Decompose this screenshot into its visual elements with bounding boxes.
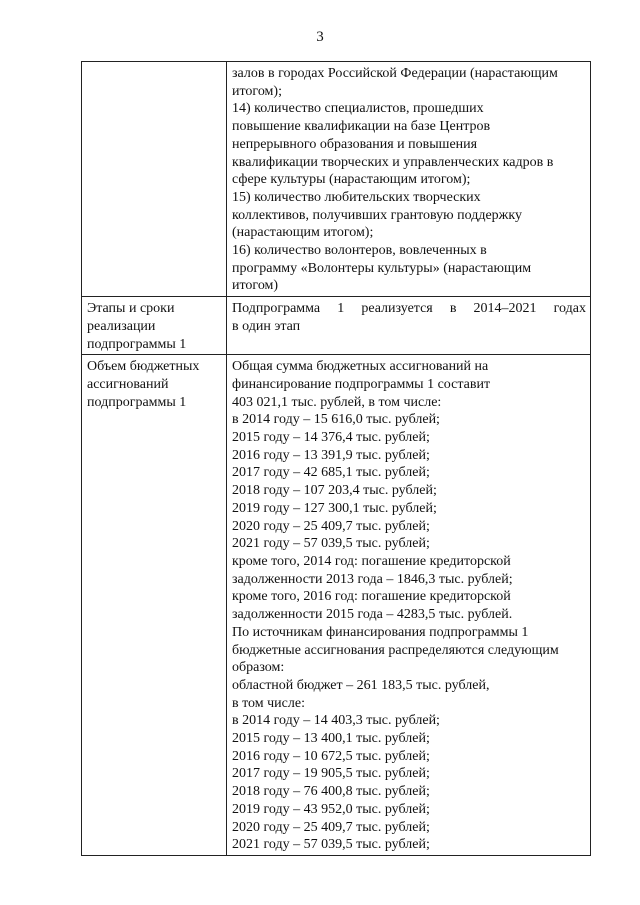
row-content-line: 2017 году – 42 685,1 тыс. рублей; xyxy=(232,465,430,481)
row-content-line: (нарастающим итогом); xyxy=(232,225,374,241)
row-label-line: реализации xyxy=(87,318,156,334)
row-content-line: 2018 году – 76 400,8 тыс. рублей; xyxy=(232,784,430,800)
row-content-line: кроме того, 2016 год: погашение кредиторской xyxy=(232,589,511,605)
row-content-line: бюджетные ассигнования распределяются следующим xyxy=(232,642,559,658)
row-content-line: 15) количество любительских творческих xyxy=(232,189,481,205)
table-row xyxy=(82,297,591,355)
row-content-line: повышение квалификации на базе Центров xyxy=(232,119,491,135)
row-content-line: кроме того, 2014 год: погашение кредиторской xyxy=(232,553,511,569)
row-content-line: 2019 году – 127 300,1 тыс. рублей; xyxy=(232,500,437,516)
table-row xyxy=(82,62,591,297)
row-content-line: Общая сумма бюджетных ассигнований на xyxy=(232,359,489,375)
row-content-cell xyxy=(227,355,591,856)
row-content-line: итогом) xyxy=(232,278,279,294)
row-content-line: 16) количество волонтеров, вовлеченных в xyxy=(232,243,487,259)
row-content-line: 2018 году – 107 203,4 тыс. рублей; xyxy=(232,483,437,499)
row-content-line: 14) количество специалистов, прошедших xyxy=(232,101,484,117)
table-row xyxy=(82,355,591,856)
row-content-line: 2020 году – 25 409,7 тыс. рублей; xyxy=(232,518,430,534)
row-content-line: в 2014 году – 15 616,0 тыс. рублей; xyxy=(232,412,440,428)
row-label-cell xyxy=(82,62,227,297)
passport-table xyxy=(81,61,591,856)
row-label-line: подпрограммы 1 xyxy=(87,394,187,410)
row-content-line: Подпрограмма 1 реализуется в 2014–2021 годах xyxy=(232,301,586,317)
row-content-cell xyxy=(227,62,591,297)
row-label-line: Объем бюджетных xyxy=(87,359,200,375)
row-content-line: 2021 году – 57 039,5 тыс. рублей; xyxy=(232,837,430,853)
row-label-line: Этапы и сроки xyxy=(87,301,175,317)
row-label-line: ассигнований xyxy=(87,376,169,392)
row-content-line: 403 021,1 тыс. рублей, в том числе: xyxy=(232,394,442,410)
row-content-line: 2015 году – 14 376,4 тыс. рублей; xyxy=(232,430,430,446)
row-content-line: финансирование подпрограммы 1 составит xyxy=(232,376,491,392)
row-content-line: непрерывного образования и повышения xyxy=(232,136,478,152)
row-label-cell xyxy=(82,355,227,856)
row-content-line: итогом); xyxy=(232,83,282,99)
row-content-line: залов в городах Российской Федерации (нарастающим xyxy=(232,66,558,81)
row-content-cell xyxy=(227,297,591,355)
row-content-line: квалификации творческих и управленческих кадров в xyxy=(232,154,554,170)
row-content-line: в 2014 году – 14 403,3 тыс. рублей; xyxy=(232,713,440,729)
row-content-line: областной бюджет – 261 183,5 тыс. рублей, xyxy=(232,677,490,693)
row-label-cell xyxy=(82,297,227,355)
row-content-line: образом: xyxy=(232,660,285,676)
row-content-line: сфере культуры (нарастающим итогом); xyxy=(232,172,471,188)
row-content-line: в том числе: xyxy=(232,695,305,711)
row-content-line: 2019 году – 43 952,0 тыс. рублей; xyxy=(232,801,430,817)
row-content-line: 2021 году – 57 039,5 тыс. рублей; xyxy=(232,536,430,552)
row-content-line: По источникам финансирования подпрограммы 1 xyxy=(232,624,529,640)
row-label-line: подпрограммы 1 xyxy=(87,336,187,352)
row-content-line: 2016 году – 13 391,9 тыс. рублей; xyxy=(232,447,430,463)
row-content-line: задолженности 2013 года – 1846,3 тыс. рублей; xyxy=(232,571,513,587)
row-content-line: задолженности 2015 года – 4283,5 тыс. рублей. xyxy=(232,607,513,623)
row-content-line: программу «Волонтеры культуры» (нарастающим xyxy=(232,260,532,276)
row-content-line: 2016 году – 10 672,5 тыс. рублей; xyxy=(232,748,430,764)
row-content-line: 2020 году – 25 409,7 тыс. рублей; xyxy=(232,819,430,835)
row-content-line: в один этап xyxy=(232,318,301,334)
row-content-line: 2017 году – 19 905,5 тыс. рублей; xyxy=(232,766,430,782)
row-content-line: коллективов, получивших грантовую поддержку xyxy=(232,207,522,223)
page-number: 3 xyxy=(316,29,324,45)
row-content-line: 2015 году – 13 400,1 тыс. рублей; xyxy=(232,731,430,747)
